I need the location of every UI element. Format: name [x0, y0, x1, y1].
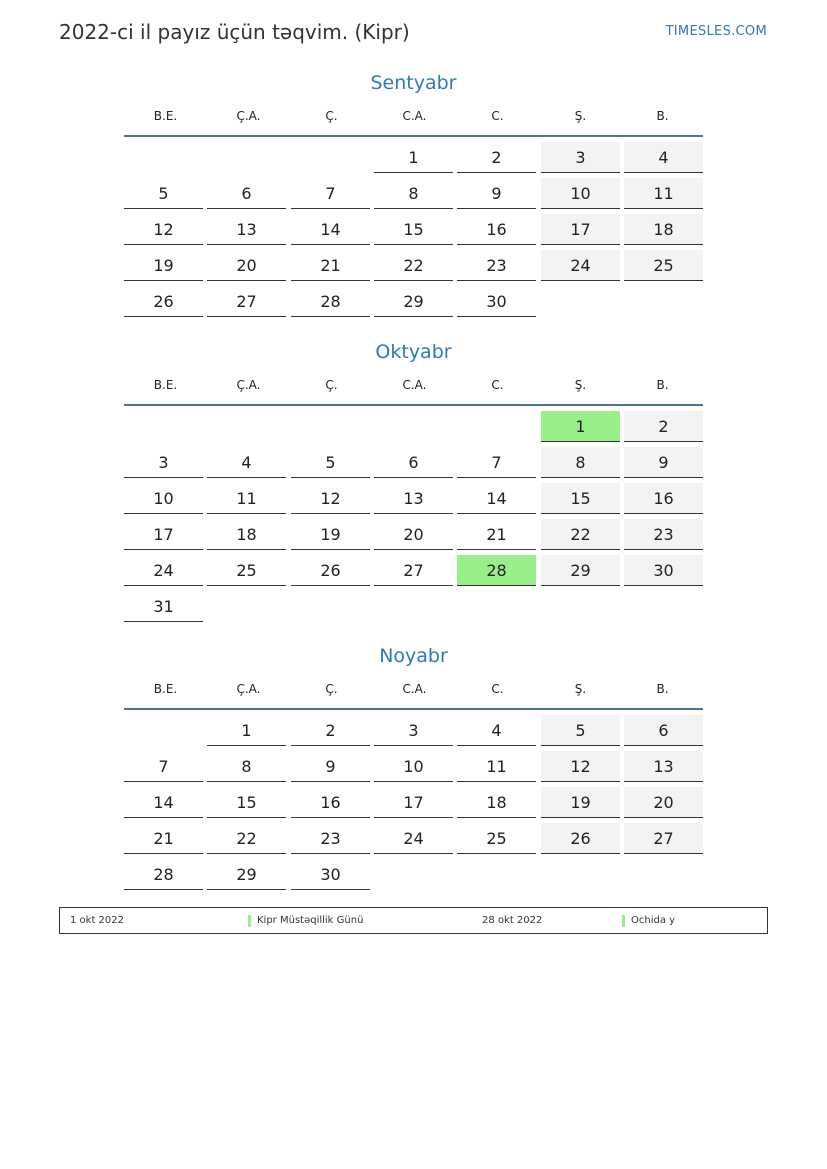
day-cell: 13 [207, 214, 286, 245]
day-cell: 21 [124, 823, 203, 854]
day-cell: 30 [624, 555, 703, 586]
day-cell: 27 [207, 286, 286, 317]
weekday-header [124, 376, 703, 406]
weekday-label: B.E. [153, 682, 178, 696]
day-cell: 23 [291, 823, 370, 854]
weekday-label: Ç. [325, 378, 338, 392]
month-title: Oktyabr [375, 341, 452, 363]
day-cell: 6 [374, 447, 453, 478]
day-cell: 26 [291, 555, 370, 586]
day-cell: 28 [291, 286, 370, 317]
day-cell: 19 [541, 787, 620, 818]
day-cell: 11 [624, 178, 703, 209]
weekday-label: C.A. [402, 109, 427, 123]
day-cell: 4 [207, 447, 286, 478]
day-cell: 22 [207, 823, 286, 854]
day-cell: 2 [457, 142, 536, 173]
day-cell: 13 [374, 483, 453, 514]
day-cell: 14 [124, 787, 203, 818]
day-cell: 2 [624, 411, 703, 442]
day-cell: 7 [291, 178, 370, 209]
weekday-label: Ç.A. [236, 378, 261, 392]
day-cell: 11 [457, 751, 536, 782]
day-cell: 13 [624, 751, 703, 782]
day-cell: 28 [457, 555, 536, 586]
brand-link[interactable]: TIMESLES.COM [665, 24, 767, 39]
day-cell: 11 [207, 483, 286, 514]
day-cell: 1 [541, 411, 620, 442]
day-cell: 3 [541, 142, 620, 173]
day-cell: 18 [457, 787, 536, 818]
weekday-label: Ç. [325, 109, 338, 123]
weekday-label: C. [491, 378, 504, 392]
day-cell: 27 [374, 555, 453, 586]
day-cell: 25 [207, 555, 286, 586]
day-cell: 8 [541, 447, 620, 478]
day-cell: 15 [541, 483, 620, 514]
weekday-label: B.E. [153, 378, 178, 392]
day-cell: 23 [457, 250, 536, 281]
day-cell: 29 [207, 859, 286, 890]
weekday-label: B. [656, 378, 669, 392]
day-cell: 29 [541, 555, 620, 586]
legend-date: 28 okt 2022 [482, 915, 543, 926]
weekday-label: B. [656, 109, 669, 123]
day-cell: 25 [624, 250, 703, 281]
day-cell: 17 [124, 519, 203, 550]
day-cell: 4 [457, 715, 536, 746]
day-cell: 20 [207, 250, 286, 281]
day-cell: 16 [291, 787, 370, 818]
day-cell: 20 [624, 787, 703, 818]
day-cell: 26 [541, 823, 620, 854]
legend-holiday-name: Kipr Müstəqillik Günü [248, 915, 363, 927]
day-cell: 10 [374, 751, 453, 782]
day-cell: 31 [124, 591, 203, 622]
day-cell: 22 [374, 250, 453, 281]
day-cell: 3 [124, 447, 203, 478]
day-cell: 15 [207, 787, 286, 818]
day-cell: 6 [207, 178, 286, 209]
day-cell: 20 [374, 519, 453, 550]
day-cell: 25 [457, 823, 536, 854]
month-calendar-2 [124, 339, 703, 616]
day-cell: 15 [374, 214, 453, 245]
page-title: 2022-ci il payız üçün təqvim. (Kipr) [59, 20, 410, 44]
day-cell: 5 [291, 447, 370, 478]
weekday-label: Ç.A. [236, 682, 261, 696]
day-cell: 8 [374, 178, 453, 209]
weekday-header [124, 680, 703, 710]
day-cell: 9 [624, 447, 703, 478]
day-cell: 3 [374, 715, 453, 746]
day-cell: 1 [207, 715, 286, 746]
day-cell: 5 [541, 715, 620, 746]
weekday-label: C.A. [402, 682, 427, 696]
day-cell: 27 [624, 823, 703, 854]
day-cell: 28 [124, 859, 203, 890]
legend-item [622, 908, 675, 933]
day-cell: 26 [124, 286, 203, 317]
day-cell: 9 [457, 178, 536, 209]
month-calendar-1 [124, 70, 703, 311]
legend-date: 1 okt 2022 [70, 915, 124, 926]
day-cell: 23 [624, 519, 703, 550]
weekday-label: Ç.A. [236, 109, 261, 123]
day-cell: 10 [124, 483, 203, 514]
weekday-label: B. [656, 682, 669, 696]
day-cell: 18 [207, 519, 286, 550]
day-cell: 12 [291, 483, 370, 514]
legend-item [248, 908, 363, 933]
day-cell: 14 [291, 214, 370, 245]
weekday-label: C. [491, 109, 504, 123]
month-title: Sentyabr [370, 72, 457, 94]
month-title: Noyabr [379, 645, 448, 667]
weekday-label: Ş. [574, 682, 587, 696]
day-cell: 24 [374, 823, 453, 854]
weekday-header [124, 107, 703, 137]
month-calendar-3 [124, 643, 703, 884]
day-cell: 12 [541, 751, 620, 782]
day-cell: 17 [374, 787, 453, 818]
weekday-label: C. [491, 682, 504, 696]
weekday-label: C.A. [402, 378, 427, 392]
weekday-label: Ş. [574, 378, 587, 392]
day-cell: 9 [291, 751, 370, 782]
holiday-legend [59, 907, 768, 934]
weekday-label: Ç. [325, 682, 338, 696]
day-cell: 29 [374, 286, 453, 317]
day-cell: 21 [291, 250, 370, 281]
day-cell: 10 [541, 178, 620, 209]
day-cell: 22 [541, 519, 620, 550]
day-cell: 16 [457, 214, 536, 245]
day-cell: 6 [624, 715, 703, 746]
weekday-label: B.E. [153, 109, 178, 123]
day-cell: 16 [624, 483, 703, 514]
day-cell: 30 [291, 859, 370, 890]
day-cell: 19 [291, 519, 370, 550]
day-cell: 24 [124, 555, 203, 586]
day-cell: 12 [124, 214, 203, 245]
day-cell: 5 [124, 178, 203, 209]
day-cell: 21 [457, 519, 536, 550]
legend-holiday-name: Ochida y [622, 915, 675, 927]
weekday-label: Ş. [574, 109, 587, 123]
day-cell: 7 [457, 447, 536, 478]
day-cell: 19 [124, 250, 203, 281]
day-cell: 24 [541, 250, 620, 281]
day-cell: 30 [457, 286, 536, 317]
day-cell: 7 [124, 751, 203, 782]
day-cell: 14 [457, 483, 536, 514]
day-cell: 18 [624, 214, 703, 245]
day-cell: 17 [541, 214, 620, 245]
day-cell: 8 [207, 751, 286, 782]
day-cell: 1 [374, 142, 453, 173]
day-cell: 4 [624, 142, 703, 173]
day-cell: 2 [291, 715, 370, 746]
